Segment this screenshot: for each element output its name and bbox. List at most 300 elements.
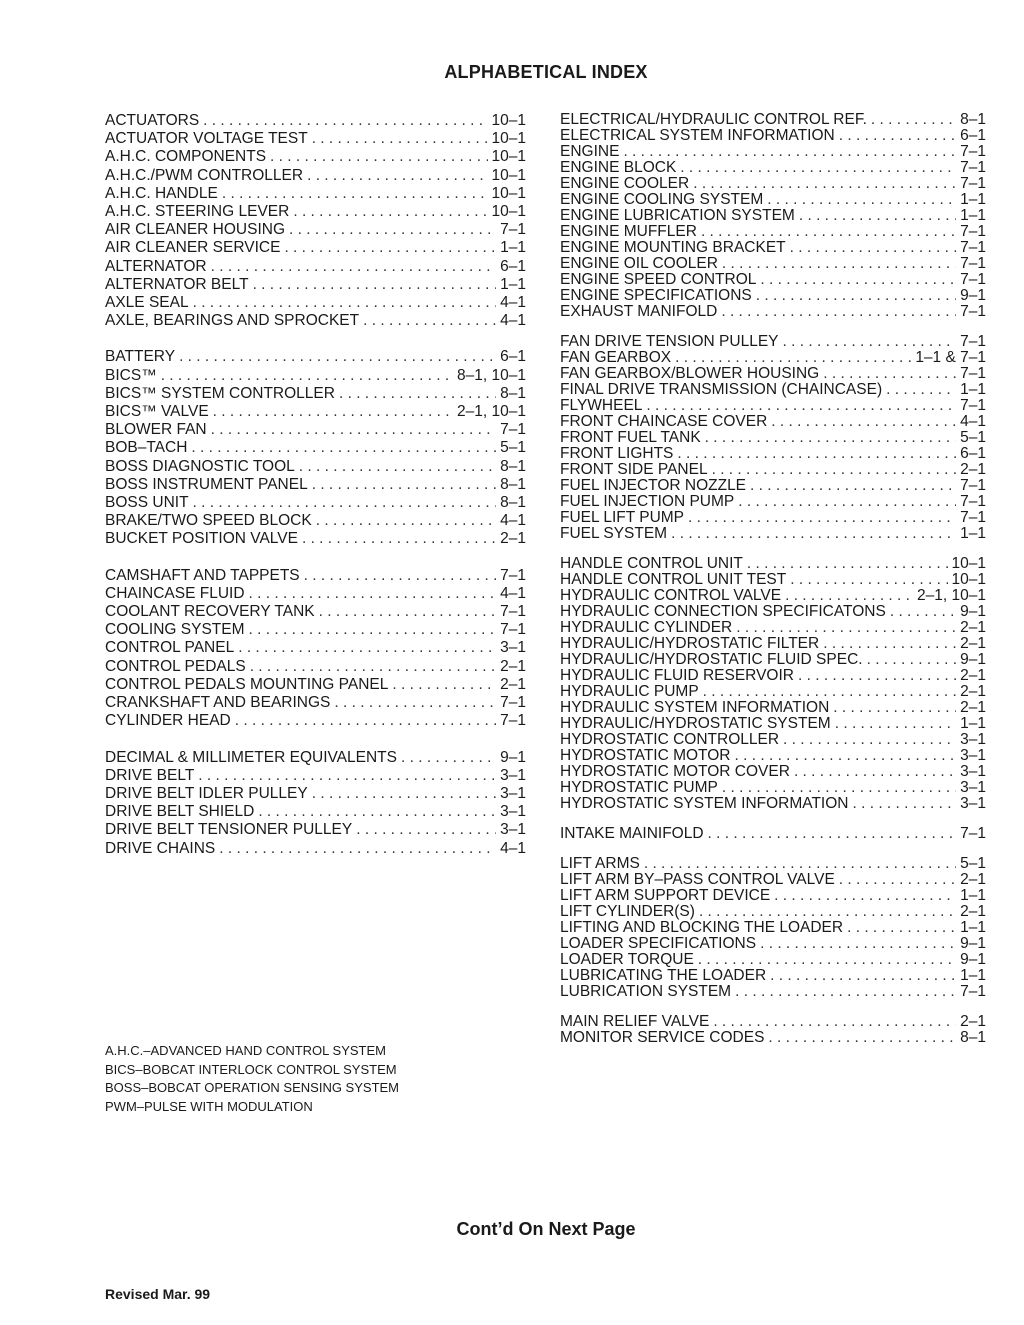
dot-leader	[871, 112, 956, 128]
entry-page: 1–1	[960, 381, 986, 398]
index-entry	[105, 476, 526, 494]
dot-leader	[191, 439, 496, 457]
dot-leader	[770, 968, 956, 984]
index-entry	[560, 144, 986, 160]
index-entry	[560, 382, 986, 398]
entry-name: ACTUATORS	[105, 112, 200, 129]
entry-name: FAN DRIVE TENSION PULLEY	[560, 333, 779, 350]
entry-page: 3–1	[960, 763, 986, 780]
entry-name: ENGINE BLOCK	[560, 159, 677, 176]
entry-page: 8–1	[500, 475, 526, 493]
dot-leader	[721, 304, 956, 320]
index-entry	[560, 1014, 986, 1030]
entry-page: 6–1	[500, 257, 526, 275]
abbreviation-item: BICS–BOBCAT INTERLOCK CONTROL SYSTEM	[105, 1061, 397, 1077]
dot-leader	[823, 636, 956, 652]
dot-leader	[675, 350, 911, 366]
entry-name: BOSS UNIT	[105, 494, 189, 512]
entry-page: 1–1	[960, 715, 986, 732]
entry-page: 7–1	[960, 271, 986, 288]
entry-page: 7–1	[960, 825, 986, 842]
entry-name: CRANKSHAFT AND BEARINGS	[105, 694, 331, 712]
index-entry	[105, 312, 526, 330]
entry-name: DRIVE BELT	[105, 766, 195, 784]
dot-leader	[250, 658, 496, 676]
dot-leader	[790, 572, 947, 588]
entry-name: HYDRAULIC CONTROL VALVE	[560, 587, 782, 604]
index-entry	[560, 526, 986, 542]
entry-page: 10–1	[951, 571, 986, 588]
entry-name: BICS™	[105, 366, 157, 384]
dot-leader	[401, 749, 496, 767]
dot-leader	[852, 796, 956, 812]
entry-name: INTAKE MAINIFOLD	[560, 825, 704, 842]
entry-name: ENGINE OIL COOLER	[560, 255, 718, 272]
entry-name: MONITOR SERVICE CODES	[560, 1029, 765, 1046]
entry-name: ENGINE MUFFLER	[560, 223, 697, 240]
index-entry	[560, 128, 986, 144]
dot-leader	[235, 712, 496, 730]
entry-name: ENGINE COOLER	[560, 175, 690, 192]
entry-name: LOADER SPECIFICATIONS	[560, 935, 757, 952]
index-entry	[105, 221, 526, 239]
entry-name: BOSS INSTRUMENT PANEL	[105, 475, 308, 493]
dot-leader	[839, 128, 956, 144]
entry-page: 9–1	[960, 935, 986, 952]
dot-leader	[783, 334, 957, 350]
dot-leader	[794, 764, 956, 780]
dot-leader	[671, 526, 956, 542]
index-entry	[105, 585, 526, 603]
index-entry	[105, 258, 526, 276]
entry-name: MAIN RELIEF VALVE	[560, 1013, 710, 1030]
entry-page: 4–1	[500, 294, 526, 312]
dot-leader	[722, 780, 956, 796]
entry-name: DECIMAL & MILLIMETER EQUIVALENTS	[105, 748, 397, 766]
index-group	[105, 567, 526, 731]
index-entry	[560, 304, 986, 320]
index-group	[105, 112, 526, 330]
entry-page: 4–1	[500, 312, 526, 330]
dot-leader	[680, 160, 956, 176]
entry-page: 6–1	[960, 127, 986, 144]
dot-leader	[258, 803, 496, 821]
entry-page: 9–1	[960, 951, 986, 968]
dot-leader	[253, 276, 497, 294]
index-entry	[560, 684, 986, 700]
entry-name: FRONT SIDE PANEL	[560, 461, 708, 478]
entry-name: ELECTRICAL/HYDRAULIC CONTROL REF.	[560, 111, 867, 128]
index-entry	[105, 658, 526, 676]
entry-page: 7–1	[500, 566, 526, 584]
entry-page: 10–1	[491, 166, 526, 184]
entry-page: 10–1	[491, 148, 526, 166]
entry-page: 7–1	[960, 365, 986, 382]
dot-leader	[312, 130, 488, 148]
entry-name: LUBRICATION SYSTEM	[560, 983, 732, 1000]
dot-leader	[890, 604, 956, 620]
index-entry	[560, 462, 986, 478]
dot-leader	[750, 478, 956, 494]
dot-leader	[238, 639, 496, 657]
dot-leader	[839, 872, 956, 888]
dot-leader	[222, 185, 488, 203]
dot-leader	[211, 258, 496, 276]
revision-date: Revised Mar. 99	[105, 1286, 211, 1302]
index-entry	[560, 192, 986, 208]
entry-page: 1–1	[960, 919, 986, 936]
index-entry	[560, 176, 986, 192]
entry-name: LIFT ARMS	[560, 855, 640, 872]
index-entry	[560, 494, 986, 510]
entry-page: 3–1	[500, 766, 526, 784]
dot-leader	[688, 510, 956, 526]
entry-page: 9–1	[500, 748, 526, 766]
dot-leader	[708, 826, 957, 842]
abbreviations-list	[105, 1042, 399, 1116]
entry-name: BICS™ VALVE	[105, 403, 209, 421]
entry-page: 7–1	[960, 477, 986, 494]
index-entry	[560, 716, 986, 732]
entry-page: 2–1	[960, 871, 986, 888]
entry-page: 7–1	[960, 143, 986, 160]
entry-page: 3–1	[500, 803, 526, 821]
entry-name: FINAL DRIVE TRANSMISSION (CHAINCASE)	[560, 381, 883, 398]
entry-page: 1–1	[960, 525, 986, 542]
entry-page: 8–1	[960, 111, 986, 128]
index-entry	[105, 567, 526, 585]
index-entry	[105, 276, 526, 294]
dot-leader	[798, 668, 956, 684]
index-entry	[105, 403, 526, 421]
index-entry	[105, 676, 526, 694]
entry-name: HYDRAULIC CYLINDER	[560, 619, 733, 636]
entry-page: 10–1	[491, 130, 526, 148]
index-entry	[560, 478, 986, 494]
dot-leader	[299, 458, 496, 476]
index-group	[560, 334, 986, 542]
entry-name: BICS™ SYSTEM CONTROLLER	[105, 384, 335, 402]
index-entry	[105, 621, 526, 639]
dot-leader	[738, 494, 956, 510]
entry-name: LIFT ARM SUPPORT DEVICE	[560, 887, 771, 904]
index-entry	[560, 510, 986, 526]
dot-leader	[756, 288, 956, 304]
entry-name: COOLING SYSTEM	[105, 621, 245, 639]
dot-leader	[699, 904, 956, 920]
entry-page: 7–1	[500, 712, 526, 730]
entry-name: FUEL SYSTEM	[560, 525, 668, 542]
dot-leader	[722, 256, 956, 272]
entry-name: HYDRAULIC/HYDROSTATIC SYSTEM	[560, 715, 831, 732]
index-entry	[560, 240, 986, 256]
entry-name: CONTROL PANEL	[105, 639, 235, 657]
dot-leader	[249, 585, 497, 603]
dot-leader	[693, 176, 956, 192]
entry-name: BOSS DIAGNOSTIC TOOL	[105, 457, 295, 475]
entry-page: 3–1	[960, 731, 986, 748]
dot-leader	[790, 240, 956, 256]
entry-page: 9–1	[960, 287, 986, 304]
entry-page: 10–1	[491, 184, 526, 202]
dot-leader	[799, 208, 956, 224]
entry-page: 2–1	[500, 675, 526, 693]
dot-leader	[193, 494, 497, 512]
dot-leader	[249, 621, 497, 639]
dot-leader	[302, 530, 496, 548]
dot-leader	[293, 203, 487, 221]
index-entry	[560, 398, 986, 414]
dot-leader	[712, 462, 957, 478]
index-entry	[560, 160, 986, 176]
dot-leader	[785, 588, 913, 604]
entry-name: ALTERNATOR	[105, 257, 207, 275]
entry-name: HYDRAULIC FLUID RESERVOIR	[560, 667, 794, 684]
index-entry	[560, 668, 986, 684]
index-group	[560, 826, 986, 842]
dot-leader	[698, 952, 956, 968]
index-entry	[560, 968, 986, 984]
index-column-left	[105, 112, 526, 858]
entry-page: 8–1	[960, 1029, 986, 1046]
dot-leader	[203, 112, 487, 130]
entry-page: 2–1	[960, 1013, 986, 1030]
dot-leader	[316, 512, 496, 530]
entry-page: 2–1	[960, 667, 986, 684]
entry-name: FUEL LIFT PUMP	[560, 509, 685, 526]
index-entry	[560, 652, 986, 668]
index-entry	[560, 334, 986, 350]
abbreviation-item: BOSS–BOBCAT OPERATION SENSING SYSTEM	[105, 1080, 400, 1095]
entry-page: 7–1	[960, 239, 986, 256]
dot-leader	[823, 366, 956, 382]
dot-leader	[677, 446, 956, 462]
index-entry	[560, 872, 986, 888]
entry-page: 7–1	[960, 175, 986, 192]
entry-page: 3–1	[500, 639, 526, 657]
index-entry	[560, 764, 986, 780]
entry-name: LIFT CYLINDER(S)	[560, 903, 695, 920]
entry-name: ENGINE COOLING SYSTEM	[560, 191, 764, 208]
index-entry	[105, 821, 526, 839]
dot-leader	[304, 567, 496, 585]
entry-name: BOB–TACH	[105, 439, 188, 457]
dot-leader	[833, 700, 956, 716]
entry-page: 7–1	[500, 621, 526, 639]
index-entry	[105, 639, 526, 657]
dot-leader	[736, 620, 956, 636]
entry-page: 7–1	[960, 333, 986, 350]
entry-page: 3–1	[960, 747, 986, 764]
entry-page: 7–1	[960, 983, 986, 1000]
entry-name: FLYWHEEL	[560, 397, 643, 414]
dot-leader	[312, 476, 496, 494]
entry-page: 1–1 & 7–1	[915, 349, 986, 366]
entry-page: 2–1	[960, 635, 986, 652]
entry-name: A.H.C. STEERING LEVER	[105, 203, 290, 221]
index-group	[560, 856, 986, 1000]
entry-page: 2–1	[500, 530, 526, 548]
entry-page: 9–1	[960, 603, 986, 620]
dot-leader	[392, 676, 496, 694]
entry-name: FRONT LIGHTS	[560, 445, 674, 462]
entry-page: 10–1	[491, 203, 526, 221]
entry-page: 1–1	[500, 239, 526, 257]
entry-name: LOADER TORQUE	[560, 951, 694, 968]
index-entry	[560, 1030, 986, 1046]
entry-page: 7–1	[500, 694, 526, 712]
entry-name: DRIVE CHAINS	[105, 839, 216, 857]
index-entry	[105, 803, 526, 821]
entry-name: LIFTING AND BLOCKING THE LOADER	[560, 919, 844, 936]
index-entry	[560, 732, 986, 748]
entry-page: 1–1	[960, 967, 986, 984]
entry-page: 2–1	[960, 461, 986, 478]
entry-name: A.H.C./PWM CONTROLLER	[105, 166, 304, 184]
index-entry	[105, 148, 526, 166]
entry-name: ALTERNATOR BELT	[105, 275, 249, 293]
page-title: ALPHABETICAL INDEX	[444, 62, 648, 82]
entry-page: 7–1	[960, 255, 986, 272]
dot-leader	[847, 920, 956, 936]
entry-page: 7–1	[960, 397, 986, 414]
entry-page: 3–1	[500, 784, 526, 802]
dot-leader	[774, 888, 956, 904]
entry-name: CONTROL PEDALS MOUNTING PANEL	[105, 675, 389, 693]
entry-page: 1–1	[960, 191, 986, 208]
index-entry	[105, 603, 526, 621]
index-entry	[560, 414, 986, 430]
dot-leader	[886, 382, 956, 398]
dot-leader	[198, 767, 496, 785]
index-group	[105, 749, 526, 858]
dot-leader	[768, 1030, 956, 1046]
dot-leader	[867, 652, 957, 668]
dot-leader	[284, 239, 496, 257]
entry-name: HYDRAULIC/HYDROSTATIC FILTER	[560, 635, 820, 652]
dot-leader	[713, 1014, 956, 1030]
dot-leader	[703, 684, 956, 700]
continued-note: Cont’d On Next Page	[456, 1219, 636, 1239]
index-group	[105, 348, 526, 548]
entry-page: 4–1	[500, 512, 526, 530]
index-group	[560, 556, 986, 812]
index-entry	[560, 572, 986, 588]
entry-name: EXHAUST MANIFOLD	[560, 303, 718, 320]
index-entry	[105, 203, 526, 221]
entry-name: A.H.C. HANDLE	[105, 184, 218, 202]
entry-page: 3–1	[960, 779, 986, 796]
entry-page: 1–1	[500, 275, 526, 293]
dot-leader	[623, 144, 956, 160]
entry-name: BUCKET POSITION VALVE	[105, 530, 298, 548]
dot-leader	[161, 367, 453, 385]
entry-name: HYDROSTATIC CONTROLLER	[560, 731, 780, 748]
index-entry	[105, 840, 526, 858]
index-entry	[560, 288, 986, 304]
dot-leader	[701, 224, 956, 240]
entry-name: ENGINE	[560, 143, 620, 160]
entry-page: 9–1	[960, 651, 986, 668]
entry-page: 3–1	[960, 795, 986, 812]
entry-name: LUBRICATING THE LOADER	[560, 967, 767, 984]
entry-page: 7–1	[960, 159, 986, 176]
entry-name: HYDRAULIC PUMP	[560, 683, 699, 700]
abbreviation-item: A.H.C.–ADVANCED HAND CONTROL SYSTEM	[105, 1043, 386, 1058]
entry-name: CYLINDER HEAD	[105, 712, 231, 730]
entry-page: 2–1	[960, 683, 986, 700]
entry-page: 8–1	[500, 494, 526, 512]
index-entry	[560, 888, 986, 904]
entry-name: AIR CLEANER SERVICE	[105, 239, 281, 257]
dot-leader	[760, 272, 956, 288]
dot-leader	[339, 385, 496, 403]
dot-leader	[219, 840, 496, 858]
entry-name: DRIVE BELT TENSIONER PULLEY	[105, 821, 353, 839]
entry-page: 6–1	[500, 348, 526, 366]
entry-page: 7–1	[500, 221, 526, 239]
index-entry	[560, 604, 986, 620]
entry-name: HYDRAULIC SYSTEM INFORMATION	[560, 699, 830, 716]
index-entry	[105, 367, 526, 385]
index-entry	[105, 494, 526, 512]
entry-name: FRONT FUEL TANK	[560, 429, 701, 446]
abbreviation-item: PWM–PULSE WITH MODULATION	[105, 1098, 313, 1114]
entry-page: 10–1	[951, 555, 986, 572]
entry-page: 7–1	[500, 603, 526, 621]
dot-leader	[213, 403, 453, 421]
entry-page: 8–1	[500, 457, 526, 475]
entry-name: ACTUATOR VOLTAGE TEST	[105, 130, 308, 148]
index-entry	[105, 385, 526, 403]
entry-page: 1–1	[960, 207, 986, 224]
entry-page: 2–1, 10–1	[457, 403, 526, 421]
dot-leader	[735, 748, 957, 764]
entry-page: 7–1	[960, 303, 986, 320]
dot-leader	[270, 148, 487, 166]
index-entry	[560, 620, 986, 636]
index-entry	[105, 239, 526, 257]
entry-page: 2–1, 10–1	[917, 587, 986, 604]
entry-name: FRONT CHAINCASE COVER	[560, 413, 768, 430]
index-group	[560, 1014, 986, 1046]
entry-page: 10–1	[491, 112, 526, 129]
index-entry	[560, 748, 986, 764]
entry-page: 4–1	[960, 413, 986, 430]
index-entry	[560, 350, 986, 366]
entry-name: FAN GEARBOX	[560, 349, 672, 366]
entry-name: AXLE, BEARINGS AND SPROCKET	[105, 312, 360, 330]
entry-page: 8–1	[500, 384, 526, 402]
index-entry	[560, 588, 986, 604]
index-entry	[105, 348, 526, 366]
entry-name: ENGINE LUBRICATION SYSTEM	[560, 207, 795, 224]
index-entry	[105, 712, 526, 730]
index-entry	[560, 984, 986, 1000]
entry-name: BRAKE/TWO SPEED BLOCK	[105, 512, 312, 530]
index-entry	[560, 952, 986, 968]
index-entry	[560, 430, 986, 446]
dot-leader	[319, 603, 497, 621]
index-entry	[105, 530, 526, 548]
dot-leader	[760, 936, 956, 952]
entry-name: BLOWER FAN	[105, 421, 207, 439]
entry-name: FAN GEARBOX/BLOWER HOUSING	[560, 365, 820, 382]
entry-page: 7–1	[960, 493, 986, 510]
entry-name: ENGINE SPECIFICATIONS	[560, 287, 752, 304]
index-entry	[105, 749, 526, 767]
index-entry	[560, 700, 986, 716]
